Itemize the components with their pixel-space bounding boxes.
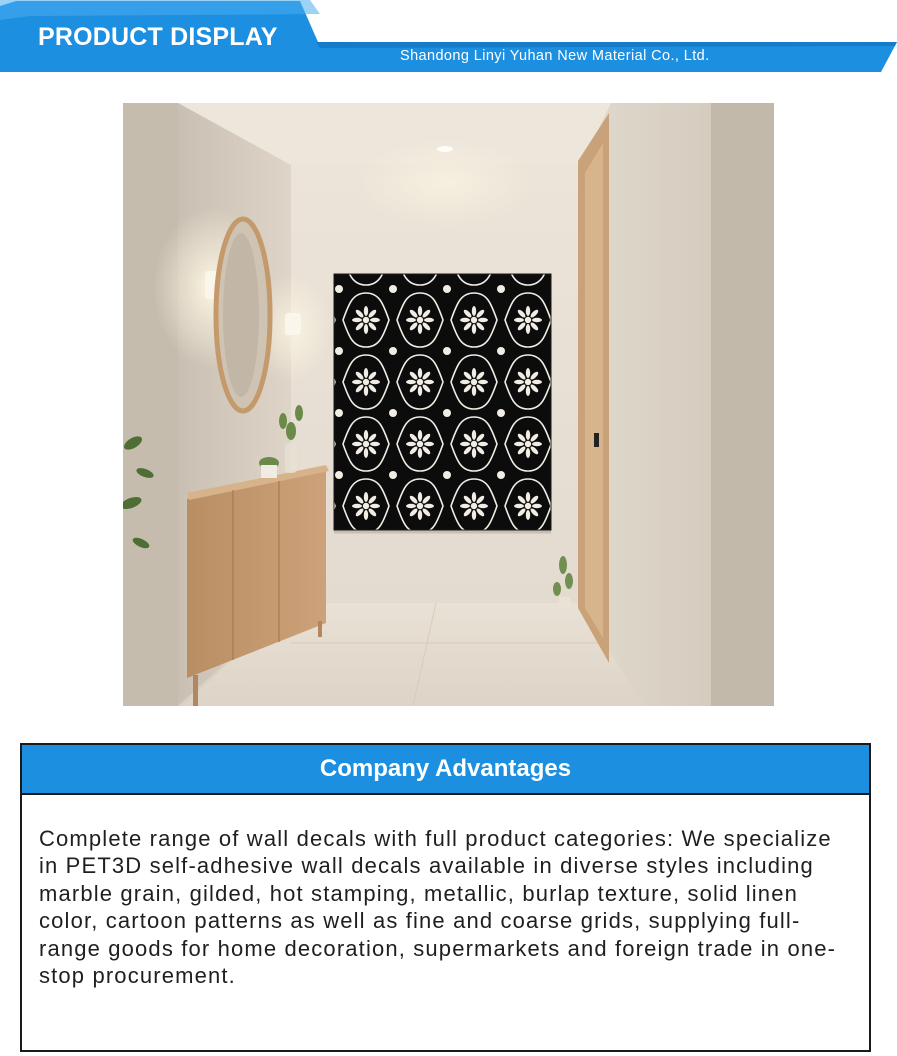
company-advantages-box — [20, 743, 871, 1052]
advantages-description: Complete range of wall decals with full product categories: We specialize in PET3D self-adhesive wall decals available in diverse styles including marble grain, gilded, hot stamping, metallic, burlap texture, solid linen color, cartoon patterns as well as fine and coarse grids, supplying full-range goods for home decoration, supermarkets and foreign trade in one-stop procurement. — [39, 826, 837, 989]
banner-title: PRODUCT DISPLAY — [38, 23, 278, 51]
company-name: Shandong Linyi Yuhan New Material Co., Ltd. — [400, 48, 710, 64]
advantages-title: Company Advantages — [319, 755, 572, 782]
header-banner — [0, 0, 897, 72]
product-photo — [123, 103, 774, 706]
advantages-header — [22, 745, 869, 795]
